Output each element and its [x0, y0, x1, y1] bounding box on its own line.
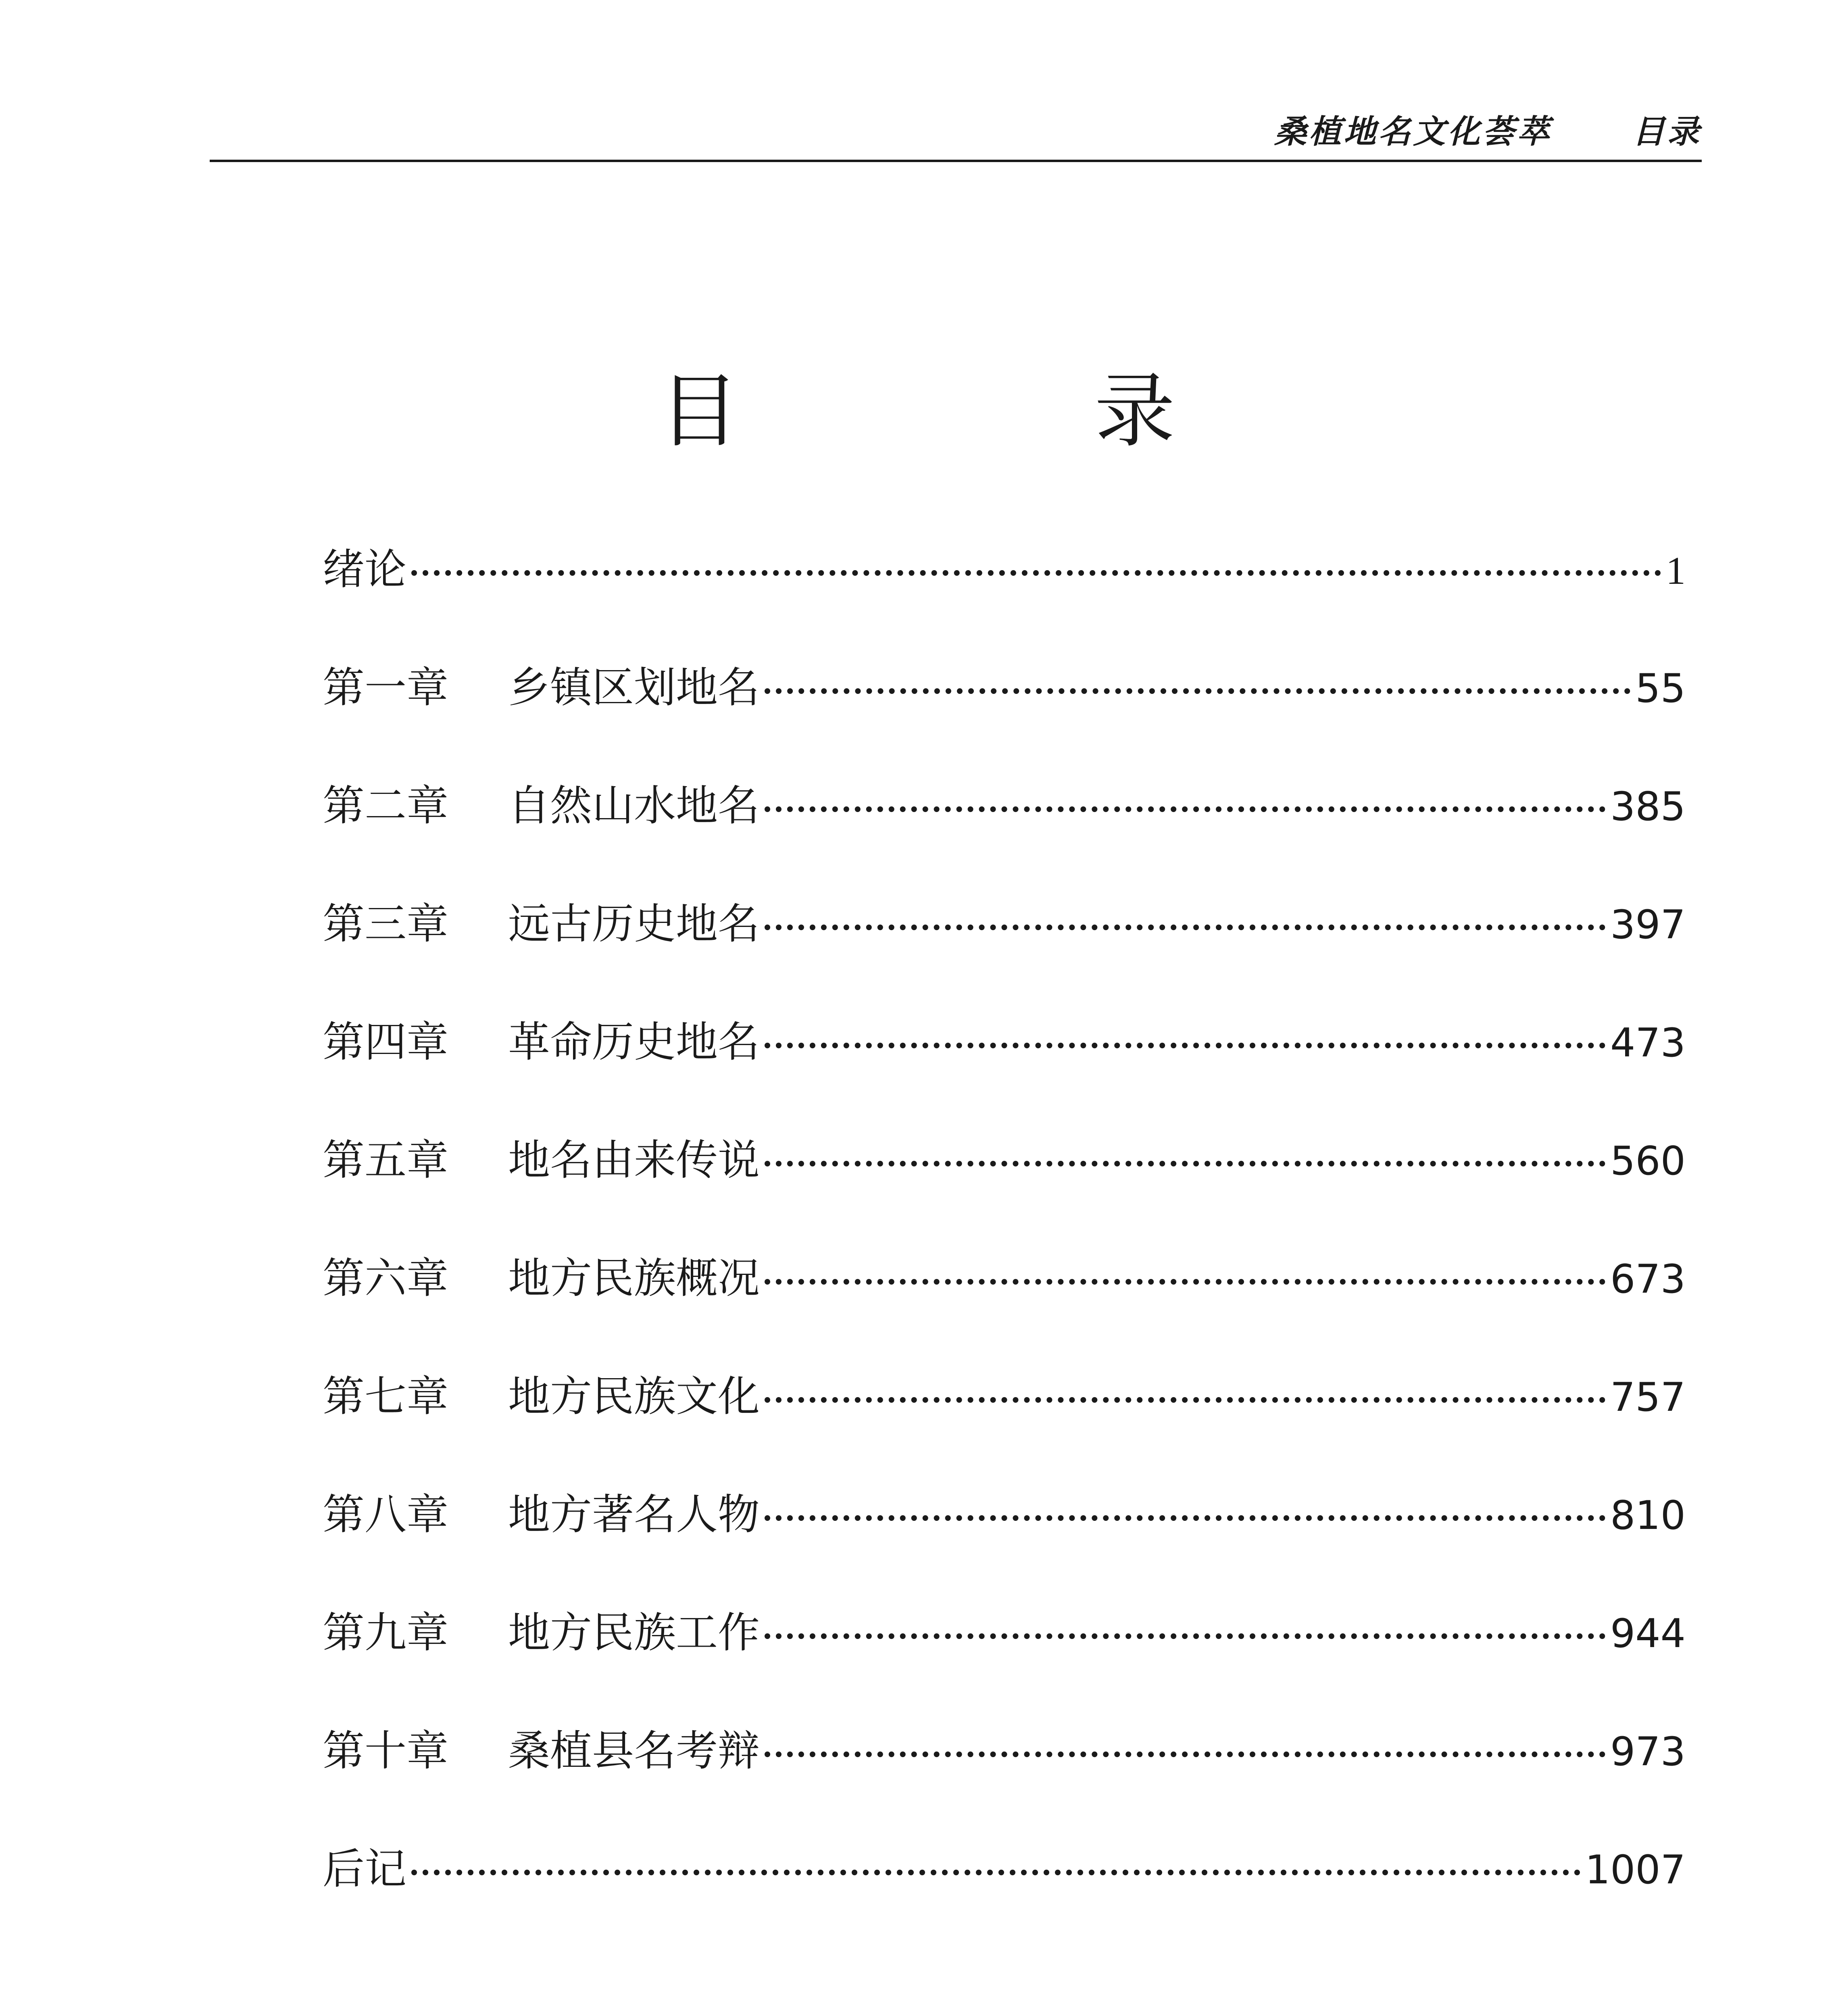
table-of-contents	[323, 545, 1686, 1966]
toc-entry-chapter-7[interactable]	[323, 1372, 1686, 1493]
toc-entry-label: 后记	[323, 1844, 407, 1893]
toc-page-number: 944	[1610, 1611, 1686, 1657]
chapter-number: 第六章	[323, 1254, 449, 1303]
dot-leader	[765, 688, 1630, 694]
toc-entry-label: 绪论	[323, 545, 407, 594]
toc-page-number: 973	[1610, 1729, 1686, 1775]
toc-page-number: 673	[1610, 1256, 1686, 1302]
chapter-title: 地方民族概况	[508, 1254, 760, 1303]
toc-entry-chapter-6[interactable]	[323, 1254, 1686, 1375]
toc-entry-chapter-4[interactable]	[323, 1017, 1686, 1139]
chapter-number: 第一章	[323, 663, 449, 712]
dot-leader	[765, 1633, 1605, 1639]
chapter-number: 第七章	[323, 1372, 449, 1421]
toc-entry-chapter-2[interactable]	[323, 781, 1686, 903]
chapter-title: 远古历史地名	[508, 899, 760, 948]
chapter-title: 桑植县名考辩	[508, 1726, 760, 1775]
dot-leader	[765, 1161, 1605, 1166]
dot-leader	[765, 1515, 1605, 1521]
running-header	[210, 106, 1702, 152]
toc-page-number: 55	[1635, 666, 1686, 712]
running-header-book-title: 桑植地名文化荟萃	[1274, 112, 1552, 150]
dot-leader	[411, 1870, 1580, 1875]
chapter-number: 第九章	[323, 1608, 449, 1657]
toc-entry-chapter-1[interactable]	[323, 663, 1686, 785]
running-header-section: 目录	[1632, 112, 1702, 150]
toc-page-number: 397	[1610, 902, 1686, 948]
chapter-number: 第四章	[323, 1017, 449, 1066]
dot-leader	[765, 806, 1605, 812]
toc-page-number: 473	[1610, 1020, 1686, 1066]
chapter-title: 地方民族文化	[508, 1372, 760, 1421]
toc-page-number: 560	[1610, 1138, 1686, 1184]
dot-leader	[765, 925, 1605, 930]
toc-page-number: 1	[1666, 549, 1686, 593]
dot-leader	[411, 570, 1661, 576]
page-title: 目 录	[659, 364, 1312, 458]
toc-page-number: 810	[1610, 1493, 1686, 1539]
toc-entry-postscript[interactable]	[323, 1844, 1686, 1966]
chapter-number: 第三章	[323, 899, 449, 948]
chapter-title: 地名由来传说	[508, 1135, 760, 1185]
dot-leader	[765, 1279, 1605, 1285]
toc-entry-chapter-10[interactable]	[323, 1726, 1686, 1848]
chapter-title: 革命历史地名	[508, 1017, 760, 1066]
toc-page-number: 1007	[1585, 1847, 1686, 1893]
toc-entry-chapter-3[interactable]	[323, 899, 1686, 1021]
toc-entry-chapter-8[interactable]	[323, 1490, 1686, 1612]
toc-page-number: 385	[1610, 784, 1686, 830]
chapter-number: 第八章	[323, 1490, 449, 1539]
toc-entry-chapter-9[interactable]	[323, 1608, 1686, 1730]
chapter-title: 自然山水地名	[508, 781, 760, 830]
chapter-title: 乡镇区划地名	[508, 663, 760, 712]
chapter-title: 地方著名人物	[508, 1490, 760, 1539]
toc-entry-intro[interactable]	[323, 545, 1686, 666]
toc-page-number: 757	[1610, 1375, 1686, 1420]
toc-entry-chapter-5[interactable]	[323, 1135, 1686, 1257]
dot-leader	[765, 1043, 1605, 1048]
chapter-number: 第二章	[323, 781, 449, 830]
dot-leader	[765, 1752, 1605, 1757]
chapter-title: 地方民族工作	[508, 1608, 760, 1657]
header-rule	[210, 160, 1702, 162]
chapter-number: 第五章	[323, 1135, 449, 1185]
chapter-number: 第十章	[323, 1726, 449, 1775]
dot-leader	[765, 1397, 1605, 1403]
